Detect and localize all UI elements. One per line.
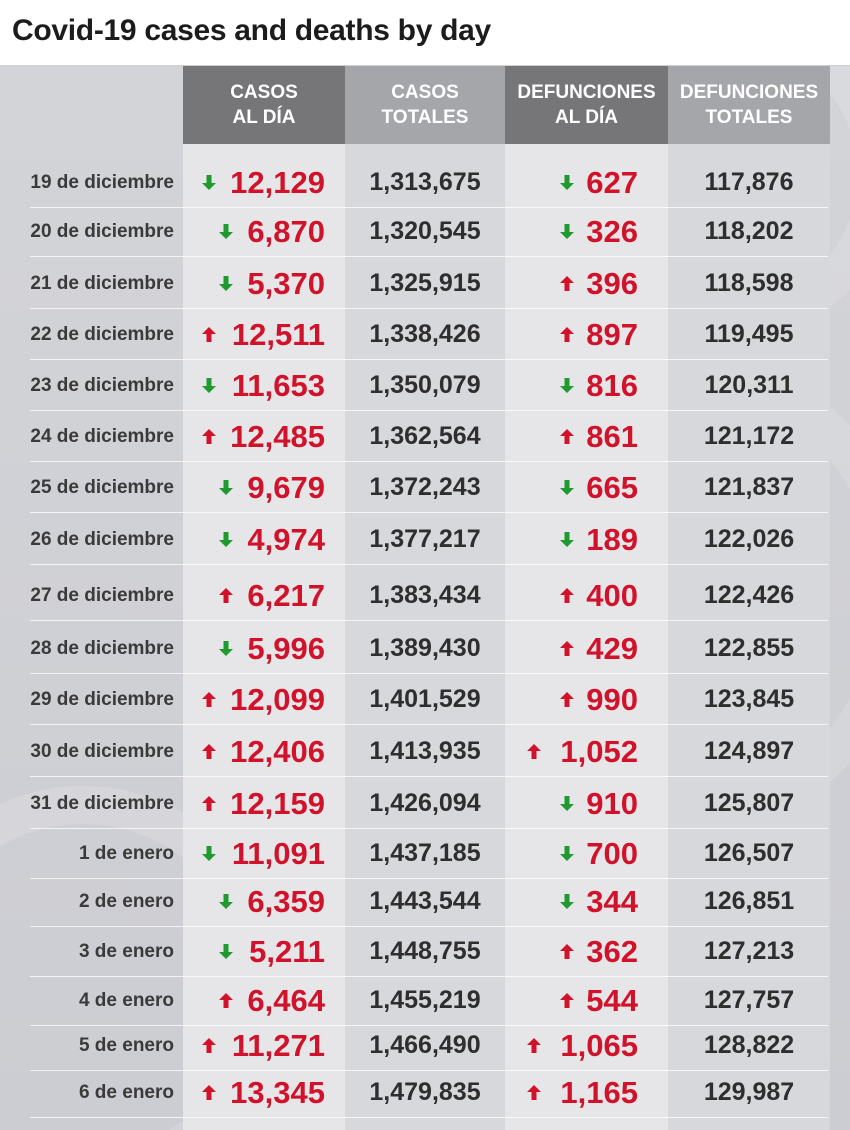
cases-day-value: 9,679 bbox=[247, 469, 325, 505]
cases-day-value: 5,996 bbox=[247, 630, 325, 666]
table-row bbox=[0, 258, 850, 309]
cases-total-value: 1,372,243 bbox=[369, 473, 481, 501]
cases-total-value: 1,455,219 bbox=[369, 986, 481, 1014]
row-date: 6 de enero bbox=[78, 1081, 174, 1103]
row-date: 19 de diciembre bbox=[30, 171, 174, 193]
table-row bbox=[0, 514, 850, 565]
deaths-total-value: 124,897 bbox=[703, 737, 795, 765]
deaths-total-value: 121,172 bbox=[703, 422, 795, 450]
cases-day-value: 12,129 bbox=[230, 164, 325, 200]
deaths-day-value: 1,065 bbox=[560, 1027, 638, 1063]
cases-total-value: 1,437,185 bbox=[369, 839, 481, 867]
arrow-down-icon bbox=[199, 360, 219, 411]
row-date: 30 de diciembre bbox=[30, 740, 174, 762]
arrow-up-icon bbox=[557, 570, 577, 621]
deaths-total-value: 122,426 bbox=[703, 581, 795, 609]
arrow-down-icon bbox=[557, 778, 577, 829]
cases-total-value: 1,320,545 bbox=[369, 217, 481, 245]
deaths-day-value: 429 bbox=[586, 630, 638, 666]
row-date: 21 de diciembre bbox=[30, 272, 174, 294]
arrow-down-icon bbox=[216, 206, 236, 257]
arrow-down-icon bbox=[557, 462, 577, 513]
table-row bbox=[0, 623, 850, 674]
table-row bbox=[0, 360, 850, 411]
arrow-down-icon bbox=[216, 462, 236, 513]
cases-total-value: 1,466,490 bbox=[369, 1031, 481, 1059]
deaths-day-value: 400 bbox=[586, 577, 638, 613]
deaths-day-value: 1,052 bbox=[560, 733, 638, 769]
row-date: 28 de diciembre bbox=[30, 637, 174, 659]
arrow-up-icon bbox=[199, 674, 219, 725]
deaths-total-value: 127,213 bbox=[703, 937, 795, 965]
deaths-total-value: 123,845 bbox=[703, 685, 795, 713]
deaths-total-value: 117,876 bbox=[704, 168, 794, 196]
table-row bbox=[0, 411, 850, 462]
cases-total-value: 1,448,755 bbox=[369, 937, 481, 965]
deaths-total-value: 122,855 bbox=[703, 634, 795, 662]
deaths-day-value: 816 bbox=[586, 367, 638, 403]
table-row bbox=[0, 309, 850, 360]
table-row bbox=[0, 1067, 850, 1118]
cases-day-value: 5,370 bbox=[247, 265, 325, 301]
row-date: 2 de enero bbox=[78, 890, 174, 912]
cases-total-value: 1,401,529 bbox=[369, 685, 481, 713]
table-row bbox=[0, 828, 850, 879]
deaths-day-value: 897 bbox=[586, 316, 638, 352]
cases-day-value: 12,099 bbox=[230, 681, 325, 717]
header-deaths-day: DEFUNCIONES AL DÍA bbox=[505, 66, 668, 144]
cases-total-value: 1,426,094 bbox=[369, 789, 481, 817]
arrow-up-icon bbox=[524, 1020, 544, 1071]
cases-total-value: 1,350,079 bbox=[369, 371, 481, 399]
deaths-day-value: 544 bbox=[586, 982, 638, 1018]
arrow-up-icon bbox=[199, 1067, 219, 1118]
table-row bbox=[0, 726, 850, 777]
table-row bbox=[0, 1020, 850, 1071]
cases-total-value: 1,413,935 bbox=[369, 737, 481, 765]
title-bar bbox=[0, 0, 850, 66]
table-row bbox=[0, 926, 850, 977]
arrow-up-icon bbox=[524, 726, 544, 777]
arrow-down-icon bbox=[216, 258, 236, 309]
arrow-up-icon bbox=[199, 778, 219, 829]
deaths-day-value: 189 bbox=[586, 521, 638, 557]
deaths-total-value: 126,851 bbox=[703, 887, 795, 915]
row-divider bbox=[30, 724, 828, 725]
deaths-total-value: 122,026 bbox=[703, 525, 795, 553]
deaths-day-value: 665 bbox=[586, 469, 638, 505]
arrow-up-icon bbox=[557, 975, 577, 1026]
cases-day-value: 6,870 bbox=[247, 213, 325, 249]
deaths-day-value: 362 bbox=[586, 933, 638, 969]
deaths-total-value: 118,598 bbox=[704, 269, 794, 297]
arrow-down-icon bbox=[557, 157, 577, 208]
deaths-day-value: 627 bbox=[586, 164, 638, 200]
row-divider bbox=[30, 776, 828, 777]
arrow-down-icon bbox=[557, 876, 577, 927]
table-row bbox=[0, 674, 850, 725]
cases-total-value: 1,383,434 bbox=[369, 581, 481, 609]
arrow-up-icon bbox=[216, 975, 236, 1026]
row-date: 23 de diciembre bbox=[30, 374, 174, 396]
arrow-up-icon bbox=[216, 570, 236, 621]
row-date: 5 de enero bbox=[78, 1034, 174, 1056]
row-divider bbox=[30, 564, 828, 565]
cases-day-value: 12,159 bbox=[230, 785, 325, 821]
arrow-up-icon bbox=[557, 926, 577, 977]
arrow-up-icon bbox=[199, 411, 219, 462]
page-title: Covid-19 cases and deaths by day bbox=[12, 14, 491, 47]
cases-day-value: 11,091 bbox=[231, 835, 325, 871]
deaths-day-value: 396 bbox=[586, 265, 638, 301]
row-divider bbox=[30, 256, 828, 257]
table-row bbox=[0, 876, 850, 927]
arrow-up-icon bbox=[557, 411, 577, 462]
header-cases-total: CASOS TOTALES bbox=[345, 66, 505, 144]
arrow-down-icon bbox=[557, 828, 577, 879]
deaths-day-value: 861 bbox=[586, 418, 638, 454]
header-cases-day: CASOS AL DÍA bbox=[183, 66, 345, 144]
table-panel bbox=[0, 66, 850, 1130]
cases-day-value: 6,464 bbox=[247, 982, 325, 1018]
row-date: 22 de diciembre bbox=[30, 323, 174, 345]
arrow-down-icon bbox=[216, 623, 236, 674]
row-date: 3 de enero bbox=[78, 940, 174, 962]
row-divider bbox=[30, 1117, 828, 1118]
arrow-down-icon bbox=[557, 514, 577, 565]
arrow-down-icon bbox=[199, 157, 219, 208]
cases-total-value: 1,443,544 bbox=[369, 887, 481, 915]
table-row bbox=[0, 975, 850, 1026]
deaths-total-value: 125,807 bbox=[703, 789, 795, 817]
table-row bbox=[0, 462, 850, 513]
cases-total-value: 1,338,426 bbox=[369, 320, 481, 348]
cases-day-value: 6,217 bbox=[247, 577, 325, 613]
cases-day-value: 13,345 bbox=[230, 1074, 325, 1110]
row-date: 31 de diciembre bbox=[30, 792, 174, 814]
cases-day-value: 11,271 bbox=[231, 1027, 325, 1063]
arrow-down-icon bbox=[199, 828, 219, 879]
deaths-day-value: 1,165 bbox=[560, 1074, 638, 1110]
cases-total-value: 1,325,915 bbox=[369, 269, 481, 297]
arrow-down-icon bbox=[216, 876, 236, 927]
row-date: 25 de diciembre bbox=[30, 476, 174, 498]
arrow-down-icon bbox=[216, 514, 236, 565]
table-row bbox=[0, 778, 850, 829]
cases-day-value: 4,974 bbox=[247, 521, 325, 557]
row-divider bbox=[30, 512, 828, 513]
cases-day-value: 12,406 bbox=[230, 733, 325, 769]
cases-day-value: 5,211 bbox=[249, 933, 325, 969]
table-row bbox=[0, 206, 850, 257]
deaths-total-value: 127,757 bbox=[703, 986, 795, 1014]
row-date: 27 de diciembre bbox=[30, 584, 174, 606]
deaths-total-value: 129,987 bbox=[703, 1078, 795, 1106]
cases-day-value: 12,485 bbox=[230, 418, 325, 454]
arrow-down-icon bbox=[216, 926, 236, 977]
arrow-up-icon bbox=[557, 623, 577, 674]
deaths-day-value: 910 bbox=[586, 785, 638, 821]
header-deaths-total: DEFUNCIONES TOTALES bbox=[668, 66, 830, 144]
arrow-down-icon bbox=[557, 360, 577, 411]
deaths-day-value: 990 bbox=[586, 681, 638, 717]
arrow-up-icon bbox=[557, 309, 577, 360]
row-date: 24 de diciembre bbox=[30, 425, 174, 447]
row-date: 4 de enero bbox=[78, 989, 174, 1011]
deaths-total-value: 121,837 bbox=[703, 473, 795, 501]
arrow-up-icon bbox=[557, 674, 577, 725]
arrow-down-icon bbox=[557, 206, 577, 257]
cases-day-value: 6,359 bbox=[247, 883, 325, 919]
table-row bbox=[0, 157, 850, 208]
row-date: 1 de enero bbox=[78, 842, 174, 864]
row-date: 29 de diciembre bbox=[30, 688, 174, 710]
deaths-total-value: 119,495 bbox=[704, 320, 794, 348]
deaths-total-value: 118,202 bbox=[704, 217, 794, 245]
cases-total-value: 1,479,835 bbox=[369, 1078, 481, 1106]
cases-total-value: 1,377,217 bbox=[369, 525, 481, 553]
cases-day-value: 12,511 bbox=[231, 316, 325, 352]
deaths-day-value: 700 bbox=[586, 835, 638, 871]
arrow-up-icon bbox=[557, 258, 577, 309]
arrow-up-icon bbox=[524, 1067, 544, 1118]
cases-day-value: 11,653 bbox=[231, 367, 325, 403]
arrow-up-icon bbox=[199, 1020, 219, 1071]
row-date: 20 de diciembre bbox=[30, 220, 174, 242]
arrow-up-icon bbox=[199, 726, 219, 777]
row-divider bbox=[30, 620, 828, 621]
cases-total-value: 1,362,564 bbox=[369, 422, 481, 450]
cases-total-value: 1,389,430 bbox=[369, 634, 481, 662]
arrow-up-icon bbox=[199, 309, 219, 360]
deaths-day-value: 326 bbox=[586, 213, 638, 249]
deaths-total-value: 120,311 bbox=[704, 371, 794, 399]
deaths-total-value: 126,507 bbox=[703, 839, 795, 867]
deaths-total-value: 128,822 bbox=[703, 1031, 795, 1059]
row-date: 26 de diciembre bbox=[30, 528, 174, 550]
table-row bbox=[0, 570, 850, 621]
deaths-day-value: 344 bbox=[586, 883, 638, 919]
cases-total-value: 1,313,675 bbox=[369, 168, 481, 196]
